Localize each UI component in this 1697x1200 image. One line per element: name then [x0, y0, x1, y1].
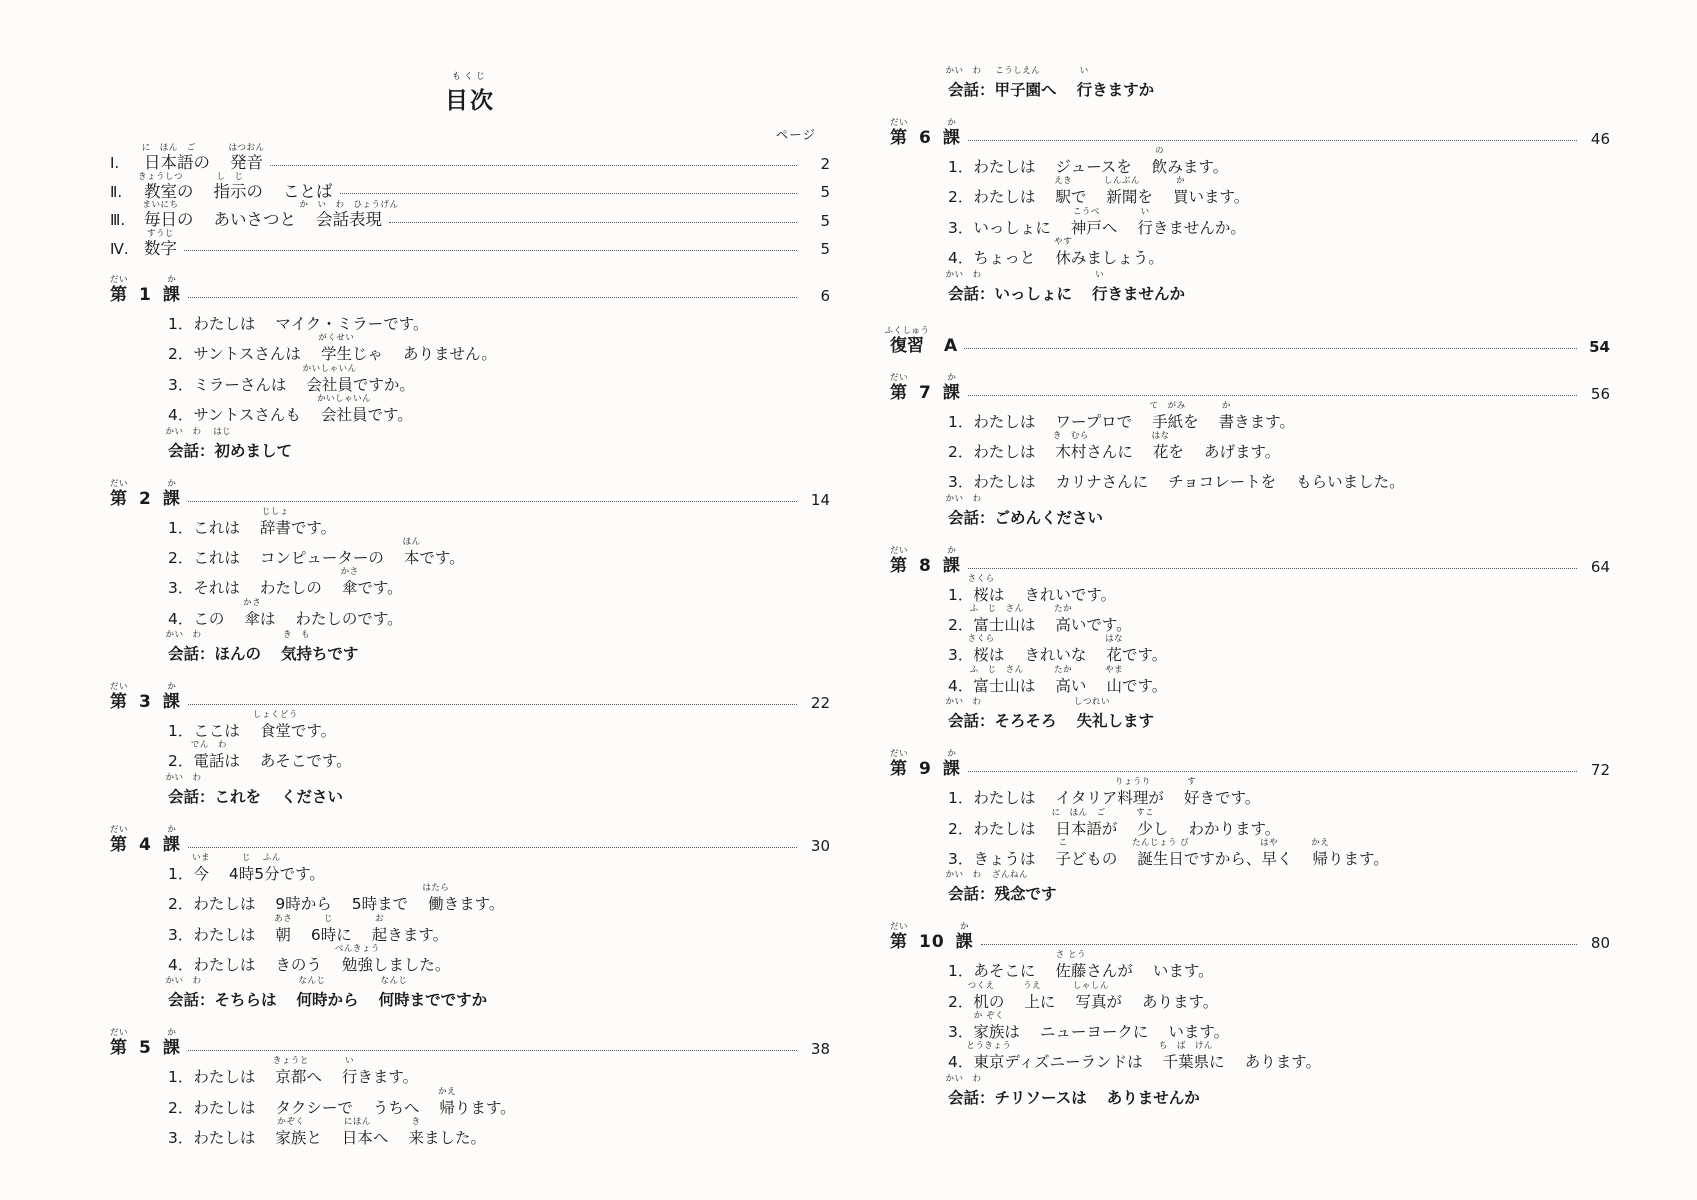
lesson-sentence: 4． ふ じ さん 富士山は たか 高い やま 山です。 [948, 664, 1168, 695]
ruby-yama: やま 山 [1105, 664, 1124, 695]
review-header-a[interactable]: ふくしゅう 復習 A 54 [884, 325, 1610, 356]
ruby-kai: か 買 [1172, 176, 1189, 207]
ruby-ka: か 課 [162, 1028, 181, 1059]
ruby-kasa: かさ 傘 [243, 597, 262, 628]
ruby-takai: たか 高 [1054, 664, 1073, 695]
lesson-sentence: 3．いっしょに こうべ 神戸へ い 行きませんか。 [948, 206, 1246, 237]
left-column [110, 60, 830, 1160]
lesson-sentence: 3．わたしは かぞく 家族と にほん 日本へ き 来ました。 [168, 1117, 486, 1147]
lesson-sentence: 3．わたしは あさ 朝 6 じ 時に お 起きます。 [168, 913, 449, 944]
lesson-header-10[interactable]: だい 第 10 か 課 80 [889, 922, 1610, 953]
leader-dots [188, 697, 797, 705]
ruby-koube: こうべ 神戸 [1070, 206, 1102, 237]
ruby-hatsuon: はつおん 発音 [228, 143, 265, 172]
ruby-nihon: にほん 日本 [341, 1117, 373, 1147]
page-title-furigana: もくじ [451, 72, 489, 82]
ruby-hana: はな 花 [1105, 634, 1124, 665]
lesson-header-1[interactable]: だい 第 1 か 課 6 [109, 275, 830, 305]
ruby-iki: い 行 [1076, 66, 1093, 99]
lesson-sentence: 3． さくら 桜は きれいな はな 花です。 [948, 634, 1168, 665]
leader-dots [188, 290, 797, 298]
ruby-fun: ふん 分 [262, 852, 281, 883]
ruby-chibaken: ち ば けん 千葉県 [1158, 1041, 1213, 1072]
lesson-page: 22 [810, 694, 830, 712]
page-column-header: ページ [775, 127, 816, 142]
ruby-ka: か 課 [162, 478, 181, 509]
lesson-sentence: 3．わたしは カリナさんに チョコレートを もらいました。 [948, 473, 1405, 492]
toc-entry-front-3[interactable]: Ⅲ. まいにち 毎日の あいさつと か い わ ひょうげん 会話表現 5 [110, 200, 830, 230]
ruby-dai: だい 第 [889, 922, 909, 953]
lesson-kaiwa: かい わ 会話： はじ 初めまして [165, 426, 293, 460]
page-title [110, 72, 830, 115]
toc-entry-front-2[interactable]: Ⅱ. きょうしつ 教室の し じ 指示の ことば 5 [110, 171, 830, 201]
ruby-fukushuu: ふくしゅう 復習 [884, 325, 930, 356]
ruby-kaishain: かいしゃいん 会社員 [317, 394, 372, 425]
entry-number: Ⅲ. [110, 211, 126, 229]
ruby-satou: さ とう 佐藤 [1055, 950, 1087, 981]
ruby-suuji: すうじ 数字 [144, 228, 177, 258]
lesson-sentence: 1．わたしは ワープロで て がみ 手紙を か 書きます。 [948, 400, 1295, 431]
ruby-kaiwa: かい わ 会話 [945, 1073, 982, 1107]
ruby-ka: か 課 [942, 118, 961, 148]
lesson-kaiwa: かい わ 会話：そろそろ しつれい 失礼します [945, 697, 1155, 731]
ruby-nihongo: に ほん ご 日本語 [141, 143, 196, 172]
lesson-sentence: 2．わたしは き むら 木村さんに はな 花を あげます。 [948, 430, 1281, 461]
lesson-page: 30 [810, 836, 830, 855]
leader-dots [981, 937, 1577, 945]
lesson-kaiwa: かい わ 会話：ごめんください [945, 493, 1104, 527]
entry-page: 5 [820, 240, 830, 258]
lesson-sentence: 1．わたしは イタリア りょうり 料理が す 好きです。 [948, 777, 1261, 808]
ruby-nanji: なんじ 何時 [378, 976, 410, 1010]
toc-entry-front-4[interactable] [110, 228, 830, 258]
ruby-yasumi: やす 休 [1054, 237, 1073, 268]
ruby-kasa: かさ 傘 [340, 567, 359, 598]
ruby-sakura: さくら 桜 [967, 634, 995, 665]
lesson-sentence: 4． とうきょう 東京ディズニーランドは ち ば けん 千葉県に あります。 [948, 1041, 1321, 1072]
lesson-sentence: 1．あそこに さ とう 佐藤さんが います。 [948, 950, 1214, 981]
ruby-kaishain: かいしゃいん 会社員 [302, 363, 357, 394]
ruby-mainichi: まいにち 毎日 [142, 200, 179, 229]
ruby-shinbun: しんぶん 新聞 [1103, 176, 1140, 207]
ruby-kodomo: こ 子 [1055, 837, 1071, 868]
ruby-tanjoubi: たんじょう び 誕生日 [1132, 837, 1190, 868]
lesson-sentence: 2．わたしは 9時から 5時まで はたら 働きます。 [168, 883, 505, 914]
lesson-page: 14 [810, 490, 830, 509]
ruby-kaiwa: かい わ 会話 [165, 976, 202, 1010]
lesson-kaiwa: かい わ 会話：そちらは なんじ 何時から なんじ 何時までですか [165, 976, 488, 1010]
lesson-kaiwa: かい わ 会話：ほんの き も 気持ちです [165, 630, 359, 663]
leader-dots [964, 341, 1577, 349]
lesson-header-8[interactable]: だい 第 8 か 課 64 [889, 545, 1610, 576]
lesson-page: 46 [1590, 130, 1610, 148]
leader-dots [968, 764, 1577, 772]
ruby-shokudou: しょくどう 食堂 [252, 710, 298, 740]
leader-dots [389, 215, 797, 223]
toc-entry-front-1[interactable]: Ⅰ. に ほん ご 日本語の はつおん 発音 2 [110, 143, 830, 173]
ruby-ji: じ 時 [320, 913, 337, 944]
ruby-ima: いま 今 [192, 852, 211, 883]
lesson-sentence: 4．わたしは きのう べんきょう 勉強しました。 [168, 943, 451, 974]
ruby-ka: か 課 [942, 545, 961, 576]
ruby-shiji: し じ 指示 [213, 171, 247, 201]
ruby-ue: うえ 上 [1023, 980, 1042, 1011]
leader-dots [188, 840, 797, 848]
ruby-dai: だい 第 [109, 478, 129, 509]
ruby-kazoku: か ぞく 家族 [973, 1011, 1005, 1041]
lesson-sentence: 3． か ぞく 家族は ニューヨークに います。 [948, 1011, 1230, 1041]
ruby-iki: い 行 [1137, 206, 1153, 237]
lesson-sentence: 4．ちょっと やす 休みましょう。 [948, 237, 1164, 268]
lesson-sentence: 4．サントスさんも かいしゃいん 会社員です。 [168, 394, 413, 425]
ruby-oki: お 起 [371, 913, 388, 944]
review-page: 54 [1589, 337, 1610, 356]
page-title-text: 目次 [445, 88, 495, 114]
ruby-dai: だい 第 [109, 824, 129, 855]
ruby-ryouri: りょうり 料理 [1114, 777, 1151, 808]
ruby-koushien: こうしえん 甲子園 [994, 66, 1042, 99]
ruby-ka: か 課 [942, 749, 961, 780]
ruby-kimura: き むら 木村 [1052, 430, 1089, 461]
ruby-benkyou: べんきょう 勉強 [334, 943, 380, 974]
ruby-zannen: ざんねん 残念 [992, 870, 1029, 904]
lesson-sentence: 2．サントスさんは がくせい 学生じゃ ありません。 [168, 333, 497, 364]
leader-dots [968, 561, 1577, 569]
ruby-dai: だい 第 [889, 372, 909, 403]
ruby-tsukue: つくえ 机 [967, 980, 995, 1011]
ruby-dai: だい 第 [889, 545, 909, 576]
ruby-kaiwa: かい わ 会話 [945, 269, 982, 303]
ruby-ji: じ 時 [238, 852, 255, 883]
lesson-kaiwa: かい わ 会話：チリソースは ありませんか [945, 1073, 1200, 1107]
ruby-fujisan: ふ じ さん 富士山 [969, 664, 1024, 695]
leader-dots [188, 1043, 797, 1051]
lesson-sentence: 3．きょうは こ 子どもの たんじょう び 誕生日ですから、 はや 早く かえ 帰ります。 [948, 837, 1389, 868]
ruby-kaiwa: かい わ 会話 [165, 426, 202, 460]
ruby-shashin: しゃしん 写真 [1072, 980, 1109, 1011]
leader-dots [340, 186, 798, 194]
lesson-sentence: 2．わたしは タクシーで うちへ かえ 帰ります。 [168, 1086, 516, 1117]
ruby-nihongo: に ほん ご 日本語 [1051, 807, 1106, 838]
ruby-ka: か 課 [162, 275, 181, 305]
ruby-iki: い 行 [1092, 269, 1108, 303]
ruby-kaiwa: かい わ 会話 [165, 630, 202, 663]
lesson-header-3[interactable]: だい 第 3 か 課 22 [109, 682, 830, 712]
lesson-sentence: 1．ここは しょくどう 食堂です。 [168, 710, 337, 740]
leader-dots [968, 388, 1577, 396]
ruby-denwa: でん わ 電話 [190, 740, 227, 771]
ruby-ka: か 課 [955, 922, 974, 953]
lesson-page: 64 [1590, 557, 1610, 576]
ruby-ki: き 来 [408, 1117, 424, 1147]
lesson-header-2[interactable]: だい 第 2 か 課 14 [109, 478, 830, 509]
entry-page: 5 [820, 211, 830, 230]
leader-dots [968, 133, 1577, 141]
lesson-sentence: 2． でん わ 電話は あそこです。 [168, 740, 352, 771]
lesson-page: 56 [1590, 384, 1610, 403]
entry-number: Ⅱ. [110, 182, 123, 201]
lesson-sentence: 1．これは じしょ 辞書です。 [168, 506, 337, 537]
lesson-sentence: 1．わたしは マイク・ミラーです。 [168, 315, 429, 333]
ruby-kaiwa: かい わ 会話 [165, 772, 202, 806]
ruby-kaki: か 書 [1218, 400, 1235, 431]
ruby-takai: たか 高 [1054, 604, 1073, 634]
ruby-gakusei: がくせい 学生 [318, 333, 355, 364]
ruby-dai: だい 第 [889, 118, 909, 148]
leader-dots [270, 158, 797, 166]
ruby-dai: だい 第 [889, 749, 909, 780]
leader-dots [184, 243, 797, 251]
ruby-jisho: じしょ 辞書 [259, 506, 291, 537]
ruby-iki: い 行 [341, 1056, 358, 1087]
lesson-sentence: 4．この かさ 傘は わたしのです。 [168, 597, 403, 628]
ruby-dai: だい 第 [109, 275, 129, 305]
ruby-kaeri: かえ 帰 [438, 1086, 457, 1117]
entry-page: 2 [820, 154, 830, 173]
lesson-header-5[interactable]: だい 第 5 か 課 38 [109, 1028, 830, 1059]
entry-number: Ⅰ. [110, 154, 120, 172]
ruby-hon: ほん 本 [402, 536, 421, 567]
lesson-header-6[interactable]: だい 第 6 か 課 46 [889, 118, 1610, 148]
lesson-sentence: 3．それは わたしの かさ 傘です。 [168, 567, 403, 598]
lesson-sentence: 1．わたしは きょうと 京都へ い 行きます。 [168, 1056, 419, 1087]
lesson-sentence: 2．わたしは えき 駅で しんぶん 新聞を か 買います。 [948, 176, 1250, 207]
leader-dots [188, 494, 797, 502]
ruby-hayaku: はや 早 [1260, 837, 1279, 868]
ruby-kaiwahyougen: か い わ ひょうげん 会話表現 [299, 200, 399, 229]
ruby-haji: はじ 初 [213, 426, 232, 460]
lesson-kaiwa: かい わ 会話：これを ください [165, 772, 344, 806]
ruby-fujisan: ふ じ さん 富士山 [969, 604, 1024, 634]
right-column [884, 60, 1610, 1160]
ruby-hatara: はたら 働 [422, 883, 450, 914]
ruby-kyouto: きょうと 京都 [272, 1056, 309, 1087]
lesson-sentence: 1． いま 今 4 じ 時5 ふん 分です。 [168, 852, 325, 883]
ruby-suki: す 好 [1183, 777, 1200, 808]
ruby-dai: だい 第 [109, 682, 129, 712]
entry-page: 5 [820, 183, 830, 201]
ruby-kaeri: かえ 帰 [1311, 837, 1330, 868]
continued-kaiwa: かい わ 会話： こうしえん 甲子園へ い 行きますか [945, 66, 1155, 99]
lesson-sentence: 2．これは コンピューターの ほん 本です。 [168, 536, 465, 567]
ruby-tegami: て がみ 手紙 [1149, 400, 1186, 431]
lesson-header-4[interactable]: だい 第 4 か 課 30 [109, 824, 830, 855]
ruby-kyoushitsu: きょうしつ 教室 [137, 171, 184, 201]
ruby-kaiwa: かい わ 会話 [945, 870, 982, 904]
lesson-header-7[interactable]: だい 第 7 か 課 56 [889, 372, 1610, 403]
lesson-page: 72 [1590, 761, 1610, 780]
lesson-kaiwa: かい わ 会話：いっしょに い 行きませんか [945, 269, 1186, 303]
lesson-sentence: 2． つくえ 机の うえ 上に しゃしん 写真が あります。 [948, 980, 1219, 1011]
ruby-ka: か 課 [942, 372, 961, 403]
ruby-kaiwa: かい わ 会話 [945, 697, 982, 731]
lesson-page: 6 [820, 287, 830, 305]
entry-number: Ⅳ. [110, 239, 129, 258]
ruby-hana: はな 花 [1151, 430, 1170, 461]
ruby-sakura: さくら 桜 [967, 573, 995, 604]
ruby-kazoku: かぞく 家族 [275, 1117, 307, 1147]
lesson-page: 38 [810, 1040, 830, 1059]
lesson-sentence: 1． さくら 桜は きれいです。 [948, 573, 1117, 604]
ruby-nanji: なんじ 何時 [296, 976, 328, 1010]
lesson-kaiwa: かい わ 会話： ざんねん 残念です [945, 870, 1057, 904]
ruby-dai: だい 第 [109, 1028, 129, 1059]
ruby-shitsurei: しつれい 失礼 [1074, 697, 1111, 731]
ruby-kaiwa: かい わ 会話 [945, 493, 982, 527]
ruby-toukyou: とうきょう 東京 [966, 1041, 1012, 1072]
ruby-ka: か 課 [162, 824, 181, 855]
lesson-sentence: 2． ふ じ さん 富士山は たか 高いです。 [948, 604, 1132, 634]
ruby-eki: えき 駅 [1054, 176, 1073, 207]
lesson-sentence: 3．ミラーさんは かいしゃいん 会社員ですか。 [168, 363, 415, 394]
lesson-sentence: 1．わたしは ジュースを の 飲みます。 [948, 146, 1229, 176]
ruby-sukoshi: すこ 少 [1136, 807, 1155, 838]
lesson-page: 80 [1590, 934, 1610, 953]
lesson-header-9[interactable]: だい 第 9 か 課 72 [889, 749, 1610, 780]
ruby-kaiwa: かい わ 会話 [945, 66, 982, 99]
ruby-ka: か 課 [162, 682, 181, 712]
ruby-nomi: の 飲 [1151, 146, 1168, 176]
ruby-asa: あさ 朝 [274, 913, 293, 944]
ruby-kimochi: き も 気持 [281, 630, 313, 663]
lesson-sentence: 2．わたしは に ほん ご 日本語が すこ 少し わかります。 [948, 807, 1281, 838]
